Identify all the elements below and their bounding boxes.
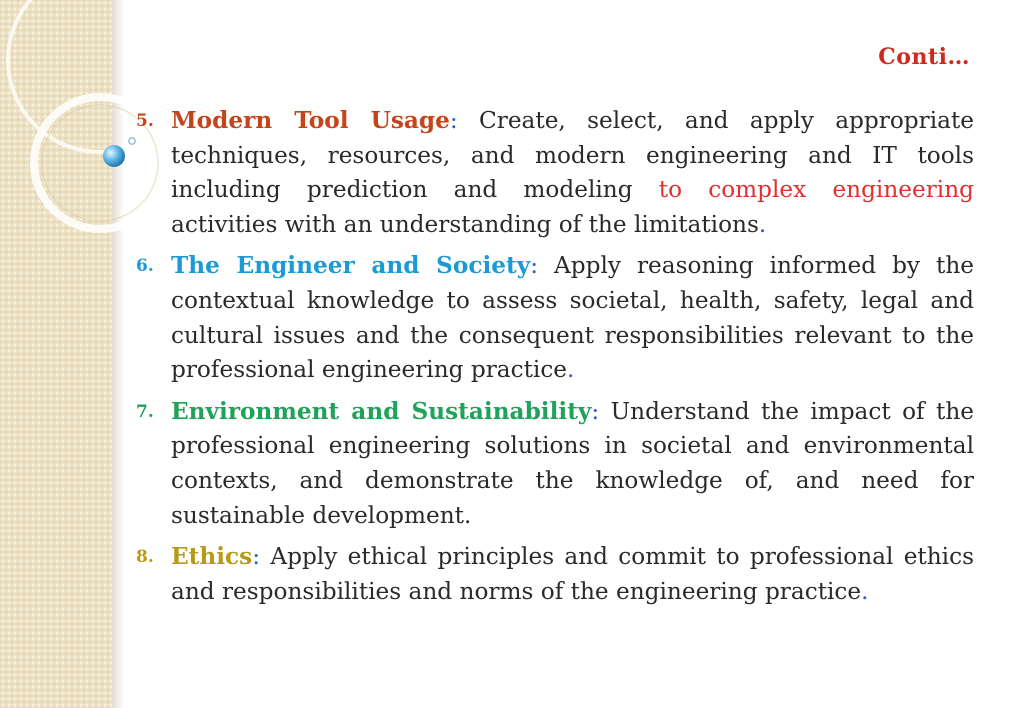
item-text: Understand the impact of the professional engineering solutions in societal and environmental contexts, and demonstrate the knowledge of, and need for sustainable development. [171, 397, 974, 529]
item-heading: Environment and Sustainability [171, 397, 592, 425]
item-number: 8. [136, 547, 154, 568]
decorative-bubble-icon [103, 145, 125, 167]
item-text-continued: activities with an understanding of the limitations [171, 210, 759, 238]
item-text: Apply ethical principles and commit to professional ethics and responsibilities and norms of the engineering practice [171, 543, 974, 605]
item-colon: : [530, 252, 539, 280]
item-heading: Ethics [171, 543, 253, 571]
list-item-modern-tool-usage [136, 104, 974, 242]
item-number: 5. [136, 111, 154, 131]
item-number: 7. [136, 401, 154, 422]
item-end-period: . [861, 577, 869, 605]
item-text: Apply reasoning informed by the contextual knowledge to assess societal, health, safety, legal and cultural issues and the consequent responsibilities relevant to the professional engineering practice [171, 252, 974, 384]
item-colon: : [252, 543, 261, 571]
outcomes-list [136, 104, 974, 616]
item-number: 6. [136, 256, 154, 277]
list-item-ethics [136, 540, 974, 609]
item-end-period: . [758, 210, 767, 238]
item-text: Create, select, and apply appropriate techniques, resources, and modern engineering and IT tools including prediction and modeling [171, 107, 974, 204]
item-highlight-text: to complex engineering [658, 176, 974, 204]
item-colon: : [449, 107, 458, 134]
item-colon: : [591, 397, 600, 425]
item-end-period: . [567, 356, 575, 384]
slide-title: Conti… [878, 44, 970, 70]
item-heading: Modern Tool Usage [171, 107, 450, 134]
item-heading: The Engineer and Society [171, 252, 531, 280]
decorative-small-ring-icon [129, 138, 135, 144]
list-item-engineer-and-society [136, 249, 974, 387]
list-item-environment-and-sustainability [136, 395, 974, 533]
